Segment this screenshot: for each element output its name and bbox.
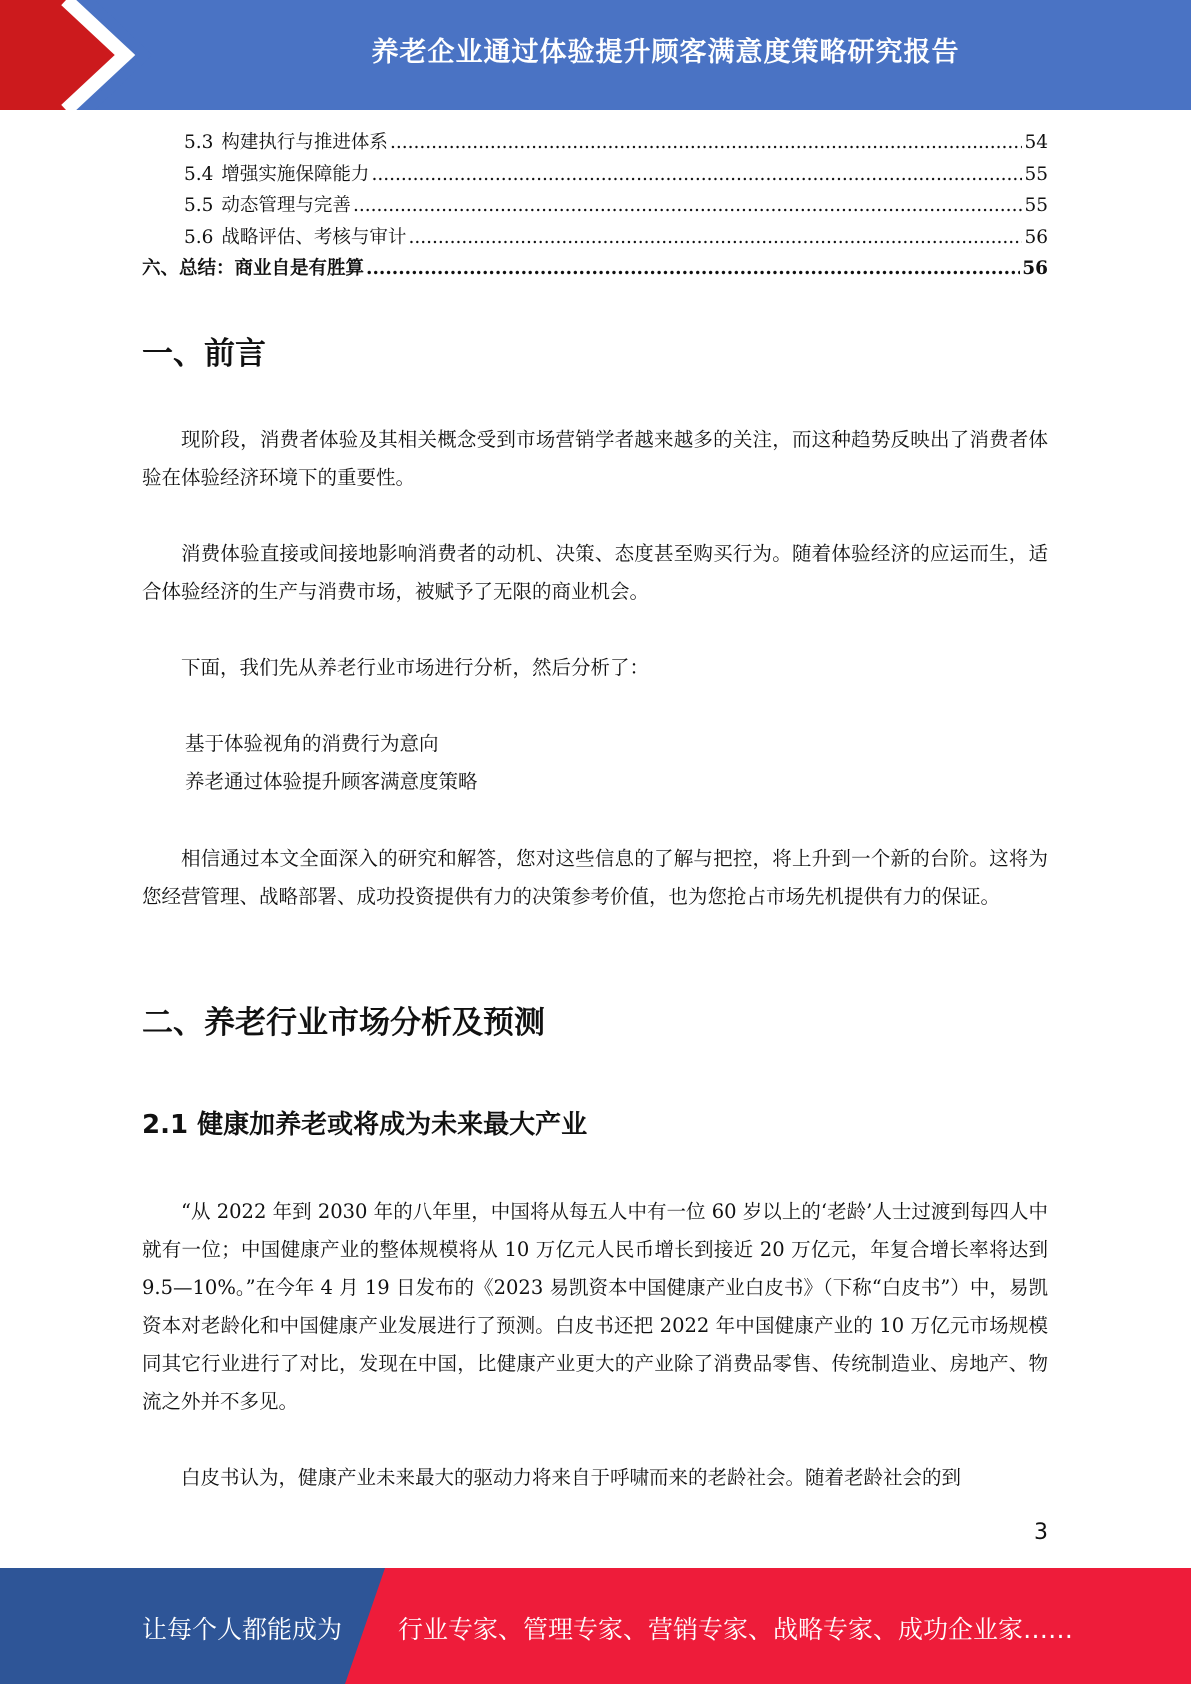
toc-item-label: 战略评估、考核与审计 (221, 226, 407, 248)
toc-item[interactable] (142, 160, 1048, 192)
footer-slogan-right: 行业专家、管理专家、营销专家、战略专家、成功企业家…… (398, 1615, 1074, 1644)
toc-leader-dots (408, 227, 1022, 248)
toc-item-label: 六、总结：商业自是有胜算 (142, 258, 365, 279)
table-of-contents (142, 128, 1048, 286)
paragraph: 消费体验直接或间接地影响消费者的动机、决策、态度甚至购买行为。随着体验经济的应运而生，适合体验经济的生产与消费市场，被赋予了无限的商业机会。 (142, 542, 1048, 603)
paragraph: “从 2022 年到 2030 年的八年里，中国将从每五人中有一位 60 岁以上的‘老龄’人士过渡到每四人中就有一位；中国健康产业的整体规模将从 10 万亿元人民币增长到接近 20 万亿元，年复合增长率将达到 9.5—10%。”在今年 4 月 19 日发布的《2023 易凯资本中国健康产业白皮书》（下称“白皮书”）中，易凯资本对老龄化和中国健康产业发展进行了预测。白皮书还把 2022 年中国健康产业的 10 万亿元市场规模同其它行业进行了对比，发现在中国，比健康产业更大的产业除了消费品零售、传统制造业、房地产、物流之外并不多见。 (142, 1200, 1048, 1413)
toc-item-page: 56 (1024, 226, 1048, 248)
toc-leader-dots (366, 258, 1020, 279)
section-heading: 一、前言 (142, 336, 266, 372)
paragraph: 相信通过本文全面深入的研究和解答，您对这些信息的了解与把控，将上升到一个新的台阶。这将为您经营管理、战略部署、成功投资提供有力的决策参考价值，也为您抢占市场先机提供有力的保证。 (142, 847, 1048, 908)
toc-item-number: 5.4 (184, 163, 214, 185)
section-heading: 二、养老行业市场分析及预测 (142, 1005, 545, 1041)
page-number: 3 (1034, 1520, 1048, 1545)
toc-item[interactable] (142, 128, 1048, 160)
subsection-heading: 2.1 健康加养老或将成为未来最大产业 (142, 1110, 588, 1140)
toc-leader-dots (371, 164, 1022, 185)
toc-item-page: 56 (1022, 258, 1048, 279)
toc-item-number: 5.3 (184, 132, 214, 153)
toc-item[interactable] (142, 223, 1048, 255)
paragraph: 白皮书认为，健康产业未来最大的驱动力将来自于呼啸而来的老龄社会。随着老龄社会的到 (181, 1466, 962, 1489)
toc-item-label: 增强实施保障能力 (221, 163, 370, 185)
toc-item-label: 动态管理与完善 (221, 195, 351, 216)
page-header (0, 0, 1191, 110)
toc-item-page: 55 (1024, 195, 1048, 216)
toc-item-main[interactable] (142, 254, 1048, 286)
paragraph: 下面，我们先从养老行业市场进行分析，然后分析了： (181, 656, 650, 679)
footer-slogan-left: 让每个人都能成为 (142, 1615, 343, 1644)
toc-item-label: 构建执行与推进体系 (221, 132, 388, 153)
page-footer (0, 1568, 1191, 1684)
toc-leader-dots (390, 132, 1023, 153)
header-title: 养老企业通过体验提升顾客满意度策略研究报告 (371, 37, 960, 68)
list-item: 基于体验视角的消费行为意向 (185, 732, 439, 755)
toc-leader-dots (353, 195, 1023, 216)
toc-item-number: 5.6 (184, 226, 214, 248)
toc-item-page: 54 (1024, 132, 1048, 153)
header-arrow-decoration (0, 0, 160, 110)
toc-item-page: 55 (1024, 163, 1048, 185)
toc-item[interactable] (142, 191, 1048, 223)
paragraph: 现阶段，消费者体验及其相关概念受到市场营销学者越来越多的关注，而这种趋势反映出了消费者体验在体验经济环境下的重要性。 (142, 428, 1048, 489)
toc-item-number: 5.5 (184, 195, 214, 216)
list-item: 养老通过体验提升顾客满意度策略 (185, 770, 478, 793)
